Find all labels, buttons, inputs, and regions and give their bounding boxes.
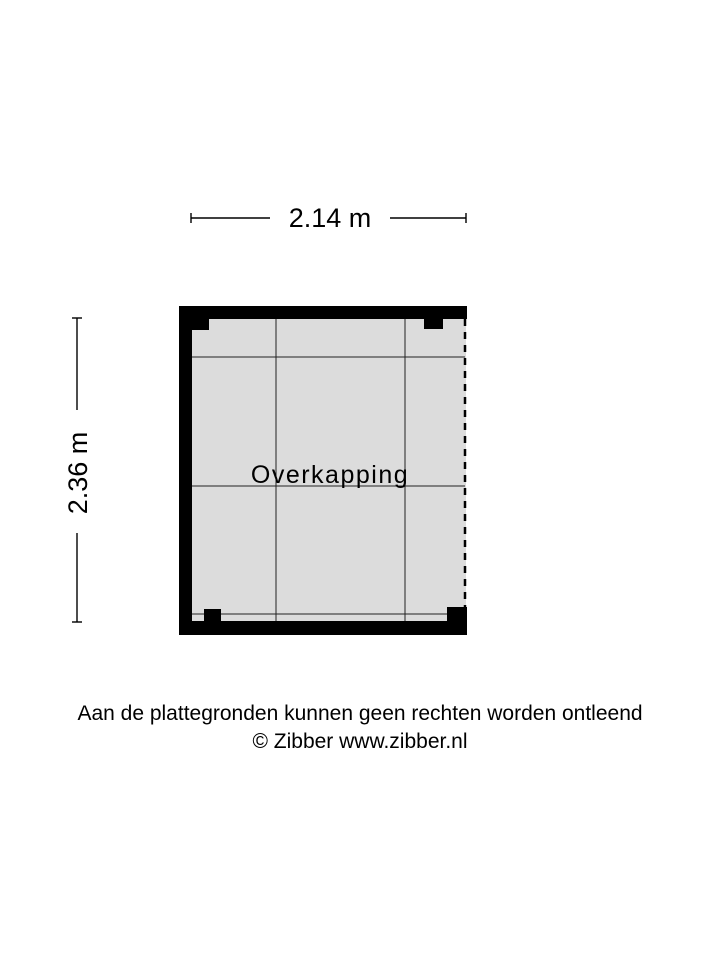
post-top-right <box>424 317 443 329</box>
disclaimer-text: Aan de plattegronden kunnen geen rechten worden ontleend <box>77 702 643 725</box>
post-bottom-left <box>204 609 221 623</box>
width-dimension-label: 2.14 m <box>270 200 390 236</box>
footer <box>0 700 720 756</box>
post-bottom-right <box>447 607 467 623</box>
wall-top <box>179 306 467 319</box>
depth-dimension-label: 2.36 m <box>60 413 96 533</box>
wall-bottom <box>179 621 467 635</box>
room-label: Overkapping <box>250 461 410 489</box>
post-top-left <box>190 317 209 330</box>
wall-left <box>179 306 192 635</box>
copyright-text: © Zibber www.zibber.nl <box>252 730 468 753</box>
